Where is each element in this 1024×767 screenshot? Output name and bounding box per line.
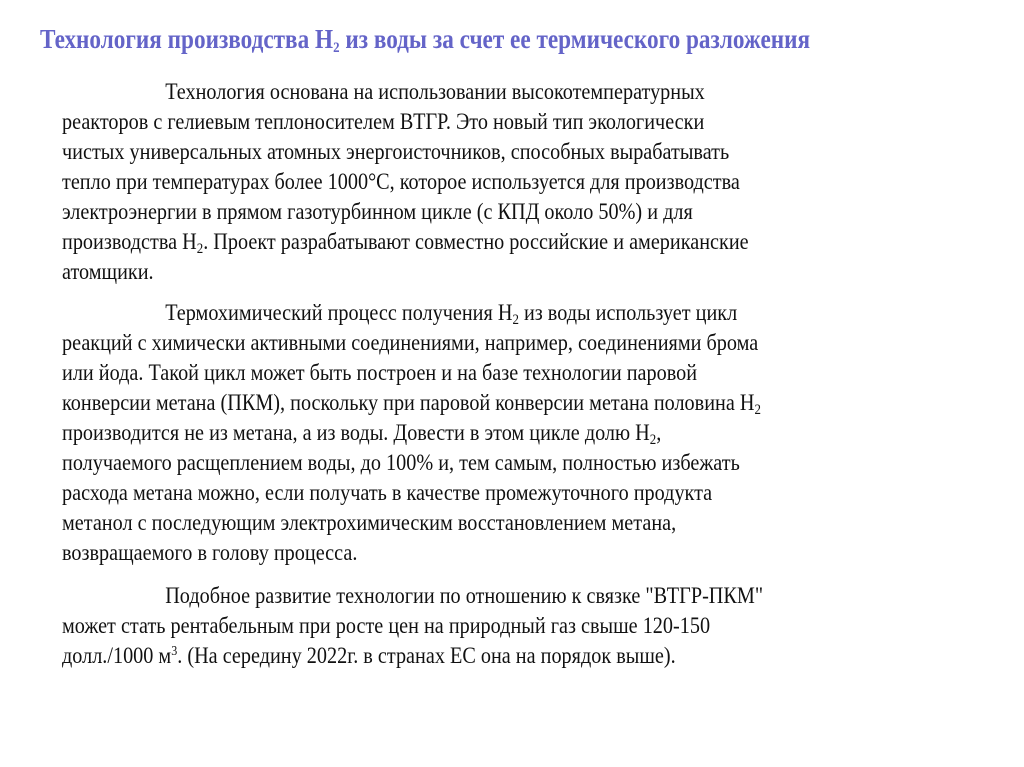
text-segment: тепло при температурах более 1000°С, которое используется для производства (62, 169, 740, 195)
text-segment: или йода. Такой цикл может быть построен и на базе технологии паровой (62, 360, 698, 386)
subscript: 2 (196, 241, 204, 257)
text-line (62, 227, 922, 257)
subscript: 2 (754, 402, 761, 418)
text-line (62, 508, 922, 538)
text-line (62, 107, 922, 137)
text-line (62, 197, 922, 227)
slide-title (40, 24, 810, 55)
text-segment: . (На середину 2022г. в странах ЕС она на порядок выше). (177, 643, 676, 669)
text-segment: реакций с химически активными соединениями, например, соединениями брома (62, 330, 759, 356)
text-line (62, 137, 922, 167)
text-segment: реакторов с гелиевым теплоносителем ВТГР. Это новый тип экологически (62, 109, 705, 135)
text-segment: возвращаемого в голову процесса. (62, 540, 358, 566)
superscript: 3 (171, 644, 178, 659)
subscript: 2 (333, 40, 340, 56)
text-line (62, 167, 922, 197)
paragraph-thermochemical (62, 298, 922, 568)
text-segment: электроэнергии в прямом газотурбинном цикле (с КПД около 50%) и для (62, 199, 693, 225)
text-line (62, 611, 922, 641)
text-line (62, 538, 922, 568)
text-line (62, 358, 922, 388)
text-segment: Подобное развитие технологии по отношению к связке "ВТГР-ПКМ" (165, 583, 764, 609)
text-line (62, 388, 922, 418)
text-line (62, 641, 922, 671)
text-segment: из воды за счет ее термического разложения (339, 24, 811, 54)
text-line (62, 478, 922, 508)
text-segment: , (656, 420, 662, 446)
text-segment: атомщики. (62, 259, 154, 285)
text-line (62, 77, 922, 107)
subscript: 2 (512, 312, 519, 328)
text-segment: расхода метана можно, если получать в качестве промежуточного продукта (62, 480, 713, 506)
paragraph-profitability (62, 581, 922, 671)
text-segment: Технология основана на использовании высокотемпературных (165, 79, 705, 105)
text-line (62, 328, 922, 358)
text-segment: Технология производства H (40, 24, 334, 54)
text-segment: может стать рентабельным при росте цен на природный газ свыше 120-150 (62, 613, 711, 639)
text-segment: Термохимический процесс получения H (165, 300, 513, 326)
text-segment: . Проект разрабатывают совместно российские и американские (203, 229, 749, 255)
text-line (62, 581, 922, 611)
paragraph-vtgr (62, 77, 922, 287)
text-line (62, 418, 922, 448)
text-segment: долл./1000 м (62, 643, 172, 669)
text-line (62, 298, 922, 328)
text-segment: из воды использует цикл (518, 300, 738, 326)
subscript: 2 (649, 432, 657, 448)
text-segment: получаемого расщеплением воды, до 100% и, тем самым, полностью избежать (62, 450, 740, 476)
text-segment: конверсии метана (ПКМ), поскольку при паровой конверсии метана половина H (62, 390, 755, 416)
text-segment: чистых универсальных атомных энергоисточников, способных вырабатывать (62, 139, 730, 165)
text-line (62, 257, 922, 287)
text-segment: производства H (62, 229, 197, 255)
text-segment: метанол с последующим электрохимическим восстановлением метана, (62, 510, 677, 536)
text-segment: производится не из метана, а из воды. Довести в этом цикле долю H (62, 420, 650, 446)
text-line (62, 448, 922, 478)
